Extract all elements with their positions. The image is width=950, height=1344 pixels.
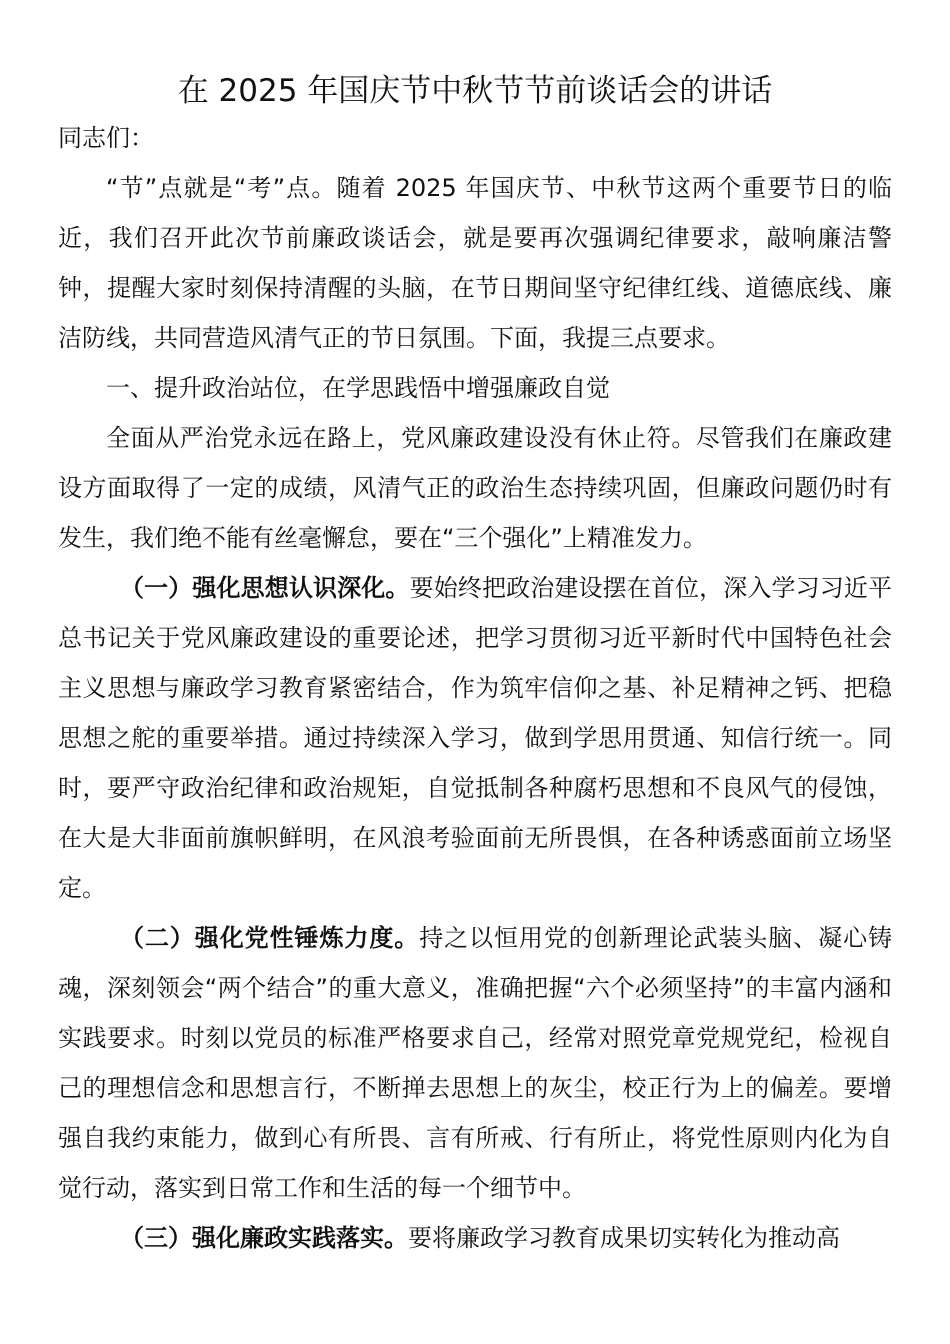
section-heading: 一、提升政治站位，在学思践悟中增强廉政自觉 bbox=[106, 374, 610, 402]
subsection-text-1: 要始终把政治建设摆在首位，深入学习习近平总书记关于党风廉政建设的重要论述，把学习贯彻习近平新时代中国特色社会主义思想与廉政学习教育紧密结合，作为筑牢信仰之基、补足精神之钙、把稳思想之舵的重要举措。通过持续深入学习，做到学思用贯通、知信行统一。同时，要严守政治纪律和政治规矩，自觉抵制各种腐朽思想和不良风气的侵蚀，在大是大非面前旗帜鲜明，在风浪考验面前无所畏惧，在各种诱惑面前立场坚定。 bbox=[58, 574, 893, 902]
document-body bbox=[58, 113, 892, 1263]
subsection-paragraph-1 bbox=[58, 563, 892, 913]
subsection-text-3: 要将廉政学习教育成果切实转化为推动高 bbox=[408, 1224, 840, 1252]
subsection-heading-2: （二）强化党性锤炼力度。 bbox=[120, 924, 420, 952]
salutation: 同志们： bbox=[58, 124, 154, 152]
subsection-paragraph-3 bbox=[58, 1213, 892, 1263]
subsection-heading-3: （三）强化廉政实践落实。 bbox=[120, 1224, 408, 1252]
subsection-heading-1: （一）强化思想认识深化。 bbox=[120, 574, 410, 602]
intro-paragraph: “节”点就是“考”点。随着 2025 年国庆节、中秋节这两个重要节日的临近，我们召开此次节前廉政谈话会，就是要再次强调纪律要求，敲响廉洁警钟，提醒大家时刻保持清醒的头脑，在节日期间坚守纪律红线、道德底线、廉洁防线，共同营造风清气正的节日氛围。下面，我提三点要求。 bbox=[58, 174, 892, 352]
subsection-paragraph-2 bbox=[58, 913, 892, 1213]
page-title: 在 2025 年国庆节中秋节节前谈话会的讲话 bbox=[177, 73, 773, 109]
section-paragraph: 全面从严治党永远在路上，党风廉政建设没有休止符。尽管我们在廉政建设方面取得了一定的成绩，风清气正的政治生态持续巩固，但廉政问题仍时有发生，我们绝不能有丝毫懈怠，要在“三个强化”上精准发力。 bbox=[58, 424, 892, 552]
subsection-text-2: 持之以恒用党的创新理论武装头脑、凝心铸魂，深刻领会“两个结合”的重大意义，准确把握“六个必须坚持”的丰富内涵和实践要求。时刻以党员的标准严格要求自己，经常对照党章党规党纪，检视自己的理想信念和思想言行，不断掸去思想上的灰尘，校正行为上的偏差。要增强自我约束能力，做到心有所畏、言有所戒、行有所止，将党性原则内化为自觉行动，落实到日常工作和生活的每一个细节中。 bbox=[58, 924, 893, 1202]
